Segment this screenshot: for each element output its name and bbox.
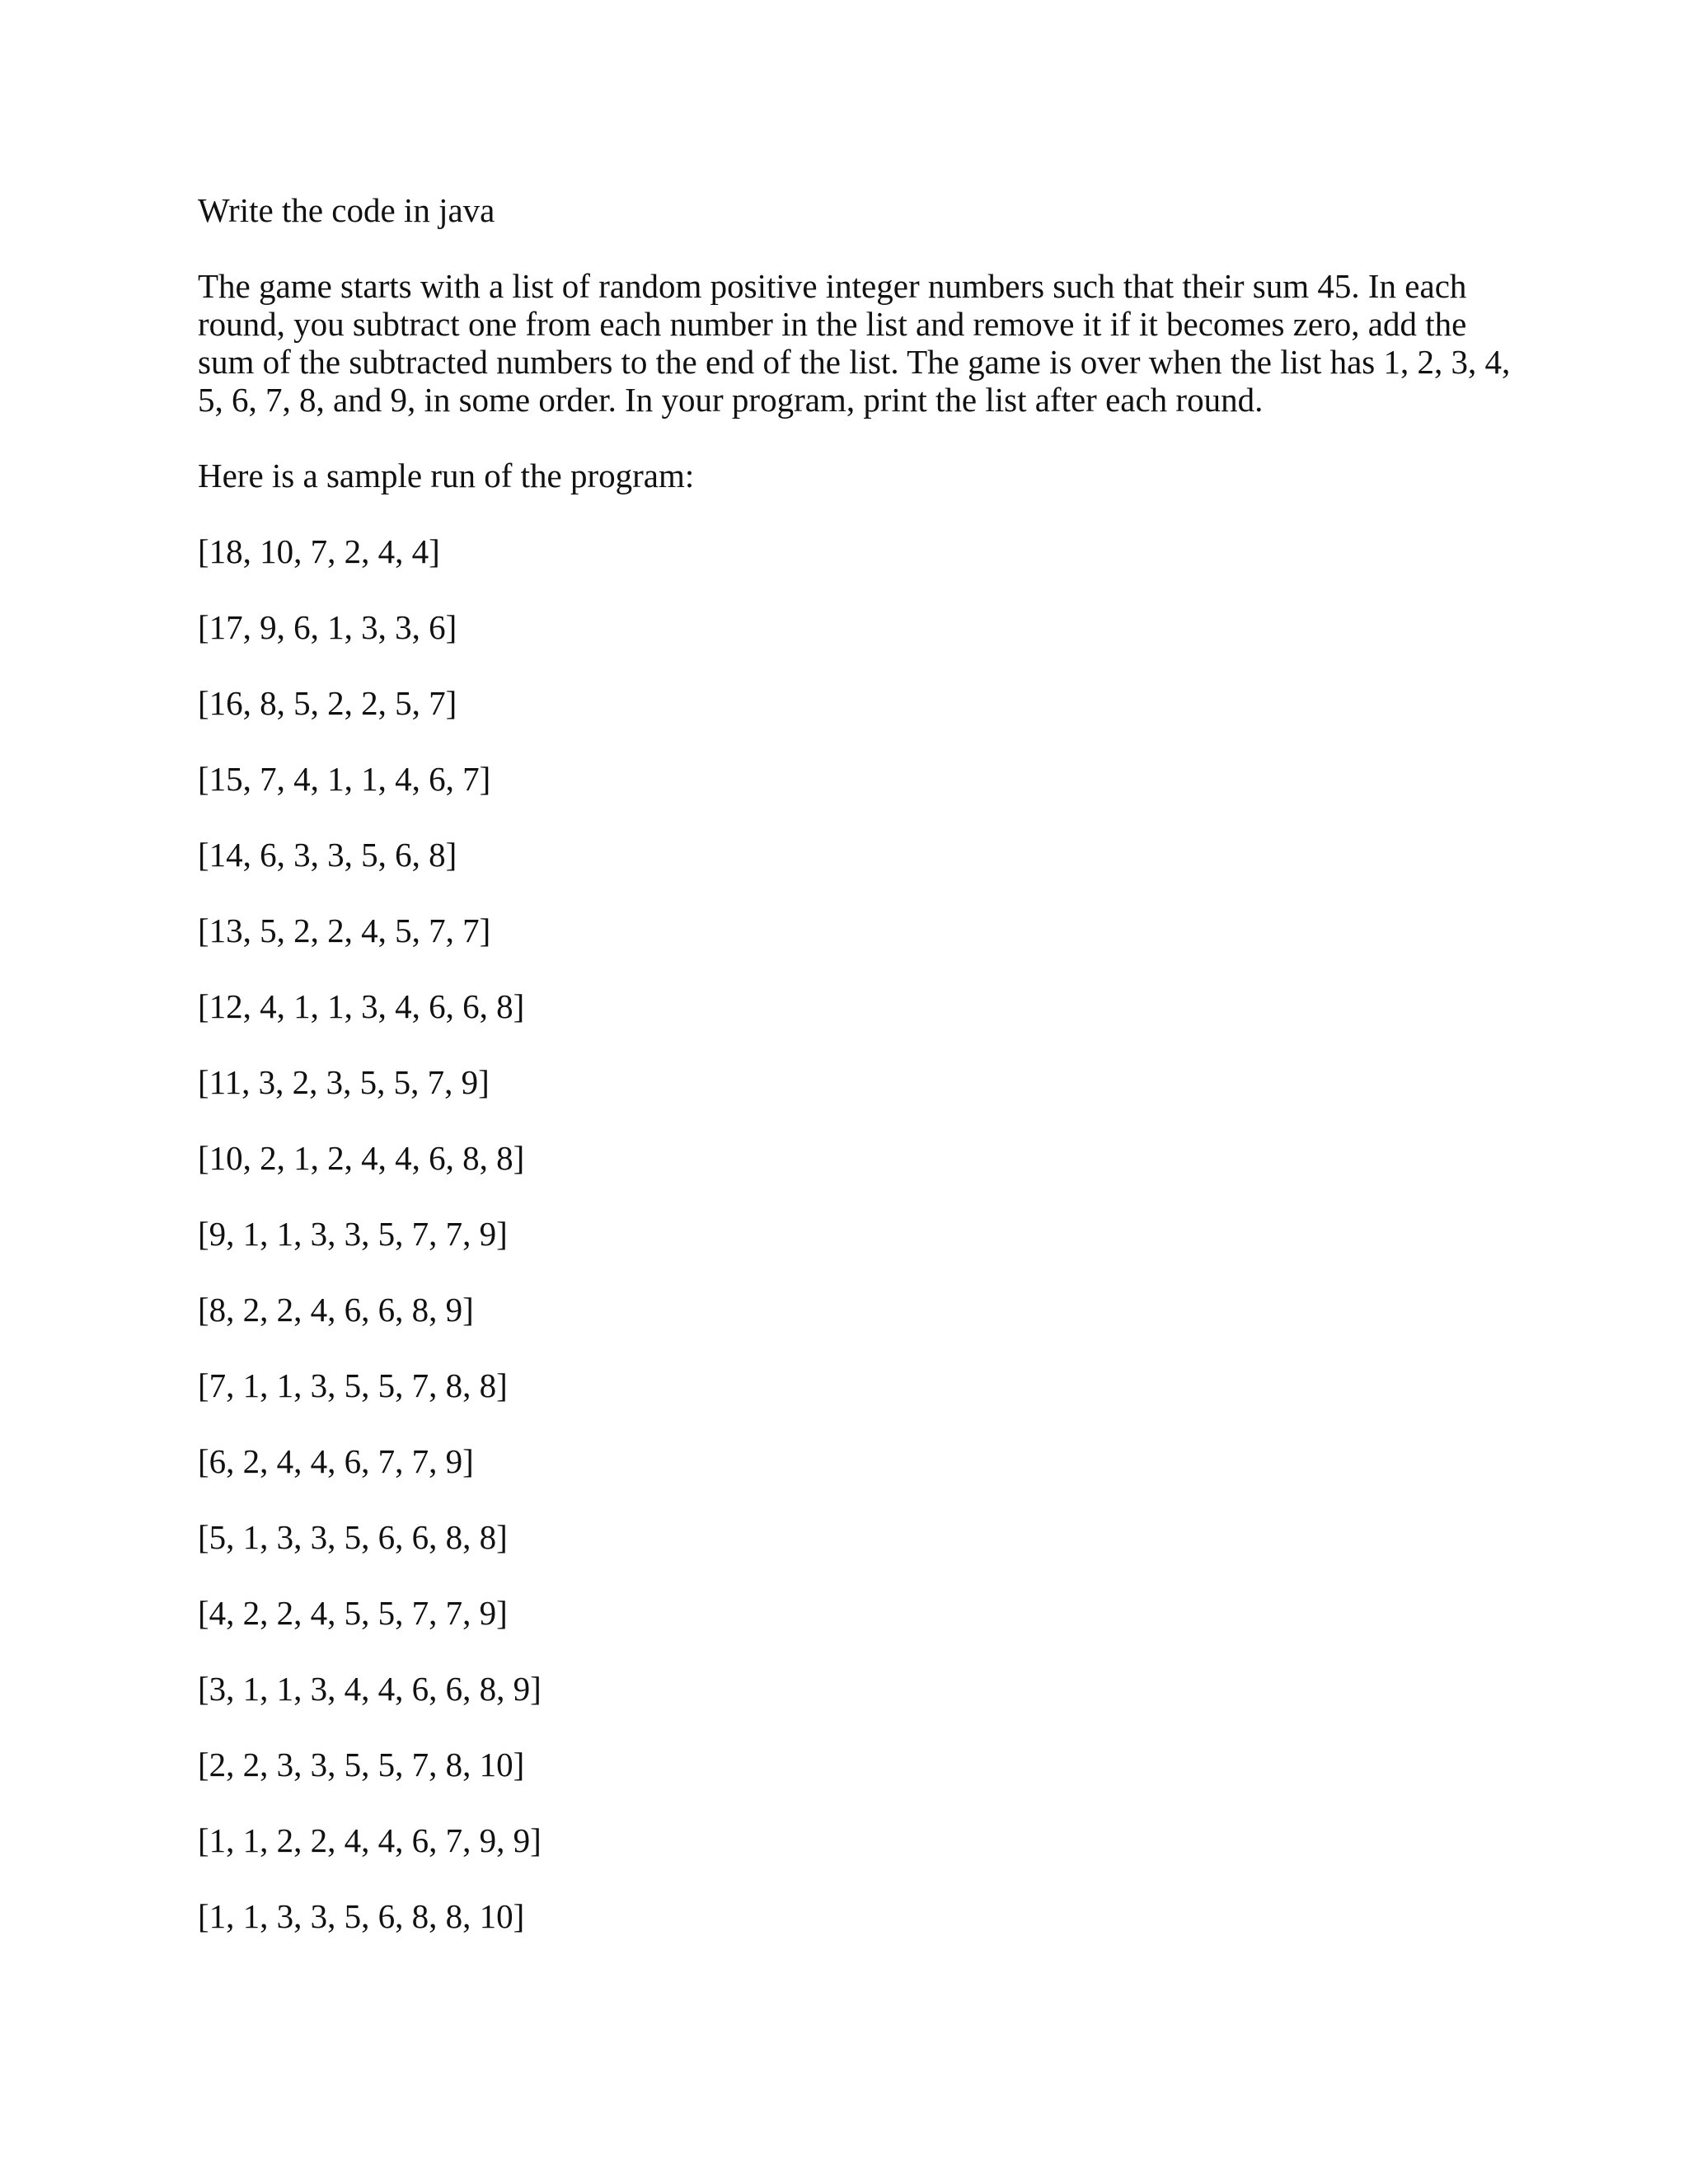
- sample-run-line: [10, 2, 1, 2, 4, 4, 6, 8, 8]: [198, 1139, 525, 1177]
- sample-run-line: [16, 8, 5, 2, 2, 5, 7]: [198, 684, 457, 722]
- sample-run-line: [4, 2, 2, 4, 5, 5, 7, 7, 9]: [198, 1594, 508, 1632]
- sample-run-list: [198, 532, 1484, 1935]
- document-title: Write the code in java: [198, 191, 495, 229]
- sample-run-line: [12, 4, 1, 1, 3, 4, 6, 6, 8]: [198, 987, 525, 1025]
- sample-run-line: [8, 2, 2, 4, 6, 6, 8, 9]: [198, 1291, 474, 1329]
- sample-run-line: [2, 2, 3, 3, 5, 5, 7, 8, 10]: [198, 1746, 525, 1783]
- problem-line: round, you subtract one from each number in the list and remove it if it becomes zero, add the: [198, 305, 1467, 343]
- sample-run-line: [17, 9, 6, 1, 3, 3, 6]: [198, 608, 457, 646]
- problem-statement: [198, 267, 1511, 419]
- sample-run-line: [11, 3, 2, 3, 5, 5, 7, 9]: [198, 1063, 490, 1101]
- sample-run-line: [5, 1, 3, 3, 5, 6, 6, 8, 8]: [198, 1518, 508, 1556]
- sample-run-line: [6, 2, 4, 4, 6, 7, 7, 9]: [198, 1442, 474, 1480]
- document-content: [198, 191, 1511, 1973]
- sample-run-line: [3, 1, 1, 3, 4, 4, 6, 6, 8, 9]: [198, 1670, 542, 1708]
- sample-run-line: [13, 5, 2, 2, 4, 5, 7, 7]: [198, 912, 491, 949]
- sample-run-intro: Here is a sample run of the program:: [198, 457, 695, 494]
- problem-line: sum of the subtracted numbers to the end of the list. The game is over when the list has 1, 2, 3, 4,: [198, 343, 1511, 381]
- sample-run-line: [1, 1, 3, 3, 5, 6, 8, 8, 10]: [198, 1897, 525, 1935]
- sample-run-line: [18, 10, 7, 2, 4, 4]: [198, 532, 440, 570]
- sample-run-line: [1, 1, 2, 2, 4, 4, 6, 7, 9, 9]: [198, 1821, 542, 1859]
- sample-run-line: [15, 7, 4, 1, 1, 4, 6, 7]: [198, 760, 491, 798]
- problem-line: 5, 6, 7, 8, and 9, in some order. In your program, print the list after each round.: [198, 381, 1264, 419]
- sample-run-line: [9, 1, 1, 3, 3, 5, 7, 7, 9]: [198, 1215, 508, 1253]
- sample-run-line: [7, 1, 1, 3, 5, 5, 7, 8, 8]: [198, 1366, 508, 1404]
- problem-line: The game starts with a list of random positive integer numbers such that their sum 45. In each: [198, 267, 1467, 305]
- sample-run-line: [14, 6, 3, 3, 5, 6, 8]: [198, 836, 457, 874]
